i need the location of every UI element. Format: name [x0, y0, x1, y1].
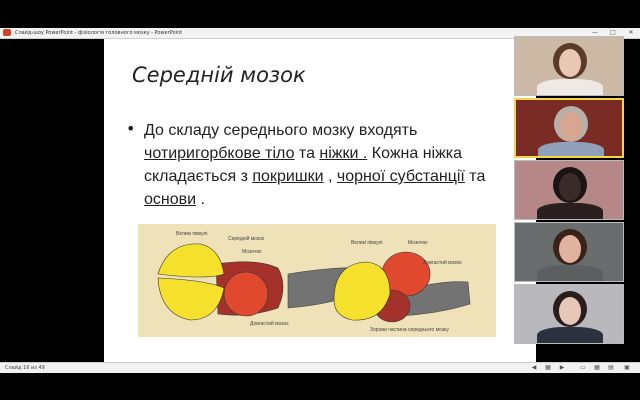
participant-body: [537, 79, 603, 96]
participant-face: [559, 235, 581, 263]
underlined-term: чотиригорбкове тіло: [144, 145, 295, 162]
body-text-run: ,: [323, 168, 337, 185]
slide-menu-icon[interactable]: ▦: [545, 364, 551, 371]
close-icon[interactable]: ✕: [628, 29, 634, 36]
participant-face: [559, 49, 581, 77]
prev-slide-icon[interactable]: ◀: [531, 364, 537, 371]
slide-body-text: [144, 119, 524, 211]
maximize-icon[interactable]: □: [610, 29, 616, 36]
webcam-tile-1[interactable]: [514, 36, 624, 96]
body-text-run: та: [294, 145, 320, 162]
webcam-tile-5[interactable]: [514, 284, 624, 344]
webcam-tile-2[interactable]: [514, 98, 624, 158]
left-cerebellum: [224, 272, 268, 316]
underlined-term: покришки: [252, 168, 324, 185]
label-medulla-left: Довгастий мозок: [250, 321, 289, 327]
normal-view-icon[interactable]: ▭: [580, 364, 586, 371]
label-cerebellum-right: Мозочок: [408, 240, 428, 246]
underlined-term: чорної субстанції: [336, 168, 465, 185]
bullet-icon: •: [126, 119, 136, 138]
underlined-term: ніжки .: [319, 145, 368, 162]
participant-body: [538, 142, 604, 158]
brain-diagram-svg: [138, 224, 496, 337]
webcam-tile-4[interactable]: [514, 222, 624, 282]
reading-view-icon[interactable]: ▤: [608, 364, 614, 371]
powerpoint-app-icon: [3, 29, 11, 36]
participant-body: [537, 327, 603, 344]
participant-face: [559, 297, 581, 325]
status-bar: [0, 362, 640, 373]
slide[interactable]: [104, 39, 536, 362]
label-cerebrum-right: Великі півкулі: [351, 240, 383, 246]
slide-sorter-icon[interactable]: ▦: [594, 364, 600, 371]
bottom-black-strip: [0, 373, 640, 400]
top-black-strip: [0, 0, 640, 28]
window-title: Слайд-шоу PowerPoint - фізіологія головного мозку - PowerPoint: [15, 30, 183, 36]
slide-counter: Слайд 16 из 49: [5, 365, 45, 371]
minimize-icon[interactable]: —: [592, 29, 598, 36]
slide-title: Середній мозок: [132, 63, 306, 87]
label-cerebellum-left: Мозочок: [242, 249, 262, 255]
body-text-run: До складу середнього мозку входять: [144, 122, 418, 139]
participant-body: [537, 203, 603, 220]
participant-face: [559, 173, 581, 201]
webcam-panel: [514, 36, 624, 346]
body-text-run: .: [196, 191, 205, 208]
participant-body: [537, 265, 603, 282]
left-cerebrum-upper: [158, 244, 224, 277]
slideshow-icon[interactable]: ▣: [624, 364, 630, 371]
label-cerebrum-left: Великі півкулі: [176, 231, 208, 237]
label-midbrain-left: Середній мозок: [228, 236, 265, 242]
body-text-run: Кожна ніжка складається з: [144, 145, 463, 185]
label-optic-right: Зорова частина середнього мозку: [370, 327, 449, 333]
next-slide-icon[interactable]: ▶: [559, 364, 565, 371]
body-text-run: та: [464, 168, 486, 185]
label-medulla-right: Довгастий мозок: [423, 260, 462, 266]
webcam-tile-3[interactable]: [514, 160, 624, 220]
left-cerebrum-lower: [158, 278, 224, 320]
participant-face: [560, 112, 582, 140]
brain-figure: [138, 224, 496, 337]
underlined-term: основи: [144, 191, 197, 208]
